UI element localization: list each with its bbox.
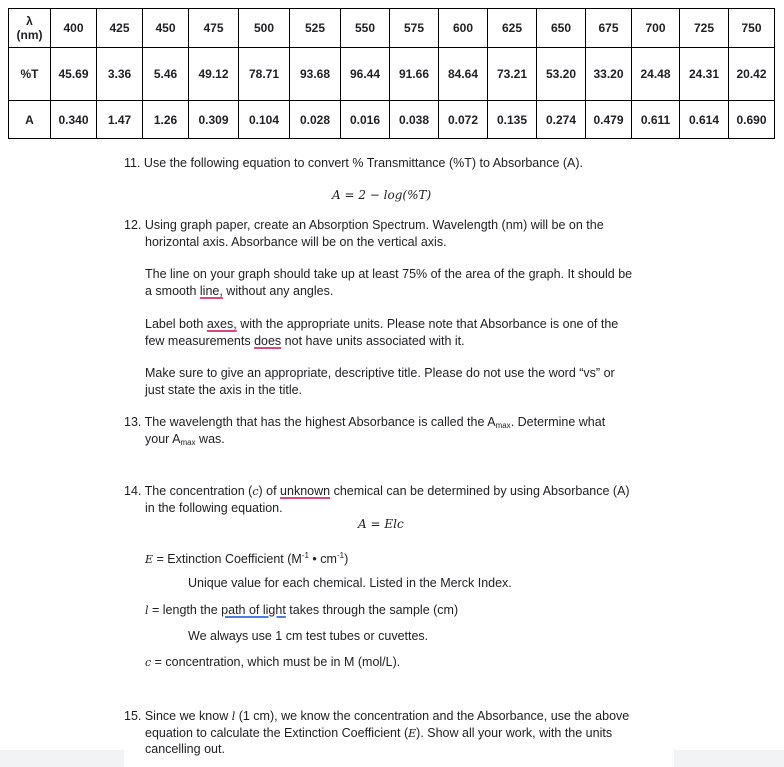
transmittance-label-cell: %T (9, 48, 51, 101)
step-12-p4-line-1: Make sure to give an appropriate, descriptive title. Please do not use the word “vs” or (145, 366, 615, 380)
absorbance-cell: 0.274 (537, 101, 586, 139)
absorbance-label-cell: A (9, 101, 51, 139)
wavelength-cell: 725 (680, 9, 729, 48)
transmittance-cell: 73.21 (488, 48, 537, 101)
text-run: with the appropriate units. Please note that Absorbance is one of the (236, 317, 619, 331)
text-run: ) of (258, 484, 281, 498)
transmittance-cell: 96.44 (341, 48, 390, 101)
wavelength-cell: 750 (729, 9, 775, 48)
text-run: your A (145, 432, 181, 446)
absorbance-cell: 0.479 (586, 101, 632, 139)
step-11-equation: A = 2 − log(%T) (332, 188, 432, 202)
spellcheck-underlined-word[interactable]: line, (199, 284, 223, 298)
text-run: not have units associated with it. (281, 334, 465, 348)
spellcheck-underlined-word[interactable]: does (254, 334, 282, 348)
step-14-equation: A = Elc (358, 517, 404, 531)
text-run: few measurements (145, 334, 255, 348)
nm-unit: (nm) (16, 28, 43, 42)
absorbance-cell: 0.690 (729, 101, 775, 139)
step-15-line-1 (124, 708, 629, 725)
transmittance-cell: 93.68 (290, 48, 341, 101)
transmittance-cell: 24.31 (680, 48, 729, 101)
transmittance-cell: 3.36 (97, 48, 143, 101)
wavelength-data-table (8, 8, 775, 139)
variable: E (408, 727, 417, 740)
absorbance-cell: 0.614 (680, 101, 729, 139)
absorbance-cell: 0.135 (488, 101, 537, 139)
text-run: = Extinction Coefficient (M (153, 552, 302, 566)
transmittance-row (9, 48, 775, 101)
wavelength-row (9, 9, 775, 48)
spellcheck-underlined-word[interactable]: axes, (206, 317, 237, 331)
step-13-line-2 (145, 431, 225, 451)
wavelength-cell: 425 (97, 9, 143, 48)
wavelength-label-cell (9, 9, 51, 48)
step-14-line-2: in the following equation. (145, 501, 283, 515)
superscript: -1 (301, 551, 309, 560)
step-14-line-1 (124, 483, 630, 500)
absorbance-cell: 0.028 (290, 101, 341, 139)
transmittance-cell: 78.71 (239, 48, 290, 101)
wavelength-cell: 475 (189, 9, 239, 48)
absorbance-cell: 1.26 (143, 101, 189, 139)
text-run: 13. The wavelength that has the highest Absorbance is called the A (124, 415, 496, 429)
transmittance-cell: 53.20 (537, 48, 586, 101)
variable: l (231, 710, 236, 723)
grammar-underlined-phrase[interactable]: path of light (221, 603, 286, 617)
transmittance-cell: 91.66 (390, 48, 439, 101)
def-concentration (145, 654, 400, 671)
wavelength-cell: 575 (390, 9, 439, 48)
wavelength-cell: 500 (239, 9, 290, 48)
def-length-note: We always use 1 cm test tubes or cuvettes. (188, 629, 429, 643)
text-run: ). Show all your work, with the units (416, 726, 613, 740)
step-12-p4-line-2: just state the axis in the title. (145, 383, 303, 397)
transmittance-cell: 20.42 (729, 48, 775, 101)
step-12-line-1: 12. Using graph paper, create an Absorption Spectrum. Wavelength (nm) will be on the (124, 218, 604, 232)
text-run: was. (195, 432, 225, 446)
step-12-p3-line-2 (145, 333, 465, 350)
variable: c (145, 656, 152, 669)
absorbance-cell: 0.611 (632, 101, 680, 139)
step-12-p3-line-1 (145, 316, 618, 333)
absorbance-cell: 0.340 (51, 101, 97, 139)
text-run: a smooth (145, 284, 200, 298)
def-extinction-coefficient (145, 547, 348, 568)
text-run: equation to calculate the Extinction Coefficient ( (145, 726, 409, 740)
text-run: . Determine what (510, 415, 606, 429)
absorbance-cell: 1.47 (97, 101, 143, 139)
step-12-p2-line-2 (145, 283, 333, 300)
transmittance-cell: 49.12 (189, 48, 239, 101)
wavelength-cell: 625 (488, 9, 537, 48)
variable: c (252, 485, 259, 498)
step-11-text: 11. Use the following equation to convert % Transmittance (%T) to Absorbance (A). (124, 156, 584, 170)
text-run: = length the (148, 603, 222, 617)
subscript: max (495, 421, 511, 430)
text-run: 15. Since we know (124, 709, 232, 723)
absorbance-cell: 0.038 (390, 101, 439, 139)
transmittance-cell: 5.46 (143, 48, 189, 101)
wavelength-cell: 525 (290, 9, 341, 48)
spellcheck-underlined-word[interactable]: unknown (280, 484, 331, 498)
text-run: Label both (145, 317, 207, 331)
step-12-p2-line-1: The line on your graph should take up at least 75% of the area of the graph. It should be (145, 267, 633, 281)
absorbance-cell: 0.104 (239, 101, 290, 139)
subscript: max (180, 438, 196, 447)
wavelength-cell: 650 (537, 9, 586, 48)
lambda-symbol: λ (26, 14, 33, 28)
transmittance-cell: 24.48 (632, 48, 680, 101)
def-extinction-note: Unique value for each chemical. Listed in the Merck Index. (188, 576, 512, 590)
text-run: chemical can be determined by using Absorbance (A) (330, 484, 630, 498)
def-length (145, 602, 458, 619)
absorbance-cell: 0.309 (189, 101, 239, 139)
text-run: without any angles. (222, 284, 334, 298)
wavelength-cell: 600 (439, 9, 488, 48)
absorbance-cell: 0.016 (341, 101, 390, 139)
transmittance-cell: 45.69 (51, 48, 97, 101)
variable: E (145, 553, 154, 566)
text-run: • cm (308, 552, 337, 566)
wavelength-cell: 700 (632, 9, 680, 48)
absorbance-row (9, 101, 775, 139)
step-12-line-2: horizontal axis. Absorbance will be on the vertical axis. (145, 235, 447, 249)
transmittance-cell: 84.64 (439, 48, 488, 101)
wavelength-cell: 450 (143, 9, 189, 48)
text-run: (1 cm), we know the concentration and the Absorbance, use the above (235, 709, 630, 723)
text-run: takes through the sample (cm) (285, 603, 459, 617)
text-run: = concentration, which must be in M (mol/L). (151, 655, 401, 669)
text-run: 14. The concentration ( (124, 484, 253, 498)
step-15-line-3: cancelling out. (145, 742, 225, 756)
text-run: ) (344, 552, 349, 566)
wavelength-cell: 675 (586, 9, 632, 48)
variable: l (145, 604, 149, 617)
wavelength-cell: 400 (51, 9, 97, 48)
absorbance-cell: 0.072 (439, 101, 488, 139)
wavelength-cell: 550 (341, 9, 390, 48)
superscript: -1 (336, 551, 345, 560)
step-15-line-2 (145, 725, 612, 742)
transmittance-cell: 33.20 (586, 48, 632, 101)
